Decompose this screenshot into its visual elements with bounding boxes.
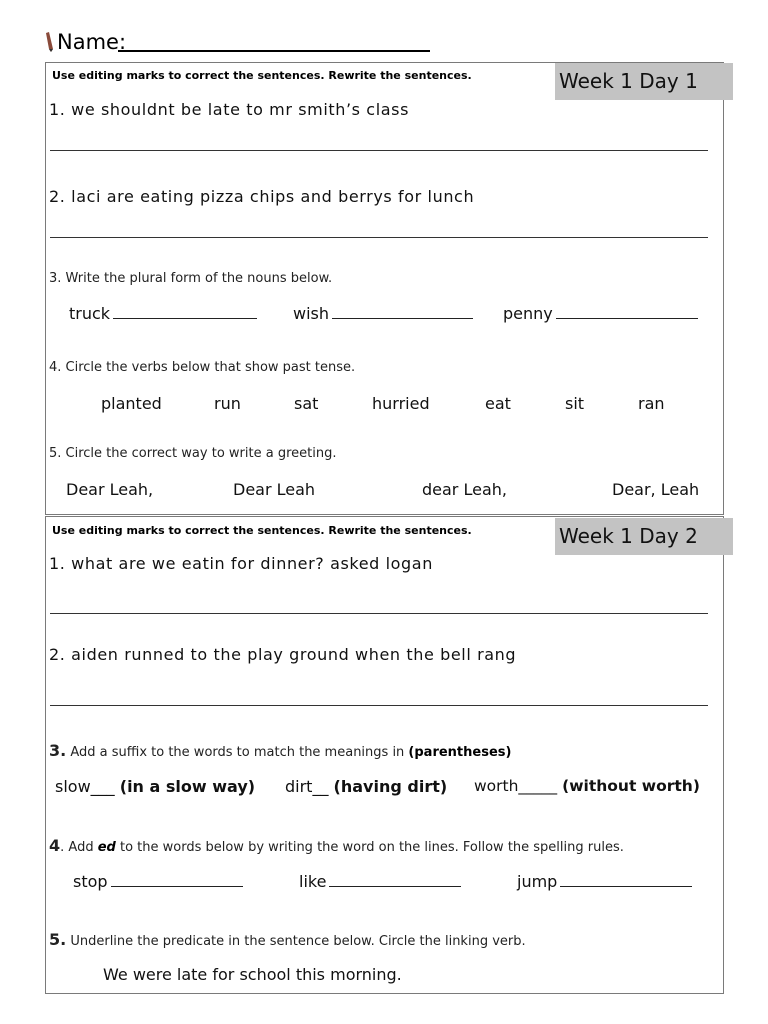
verb-option[interactable]: planted [101,394,162,413]
suffix-item-worth [474,777,700,795]
plural-word: wish [293,304,330,323]
predicate-sentence[interactable]: We were late for school this morning. [103,965,402,984]
greeting-option[interactable]: Dear Leah, [66,480,154,499]
day1-badge: Week 1 Day 1 [555,63,733,100]
ed-item-stop [73,872,243,891]
ed-word: like [299,872,327,891]
verb-option[interactable]: hurried [372,394,430,413]
ed-blank[interactable] [560,872,692,887]
q5-text: Underline the predicate in the sentence below. Circle the linking verb. [66,934,526,949]
q4-ed: ed [97,840,116,855]
q3-text: Add a suffix to the words to match the meanings in [66,745,409,760]
q3-bold: (parentheses) [408,745,512,760]
day1-question-1: 1. we shouldnt be late to mr smith’s class [49,100,410,119]
day2-question-2: 2. aiden runned to the play ground when the bell rang [49,645,517,664]
verb-option[interactable]: ran [638,394,665,413]
ed-blank[interactable] [329,872,461,887]
ed-word: stop [73,872,108,891]
day2-badge: Week 1 Day 2 [555,518,733,555]
day1-question-2: 2. laci are eating pizza chips and berrys for lunch [49,187,475,206]
ed-blank[interactable] [111,872,243,887]
day1-question-3: 3. Write the plural form of the nouns below. [49,271,333,286]
greeting-option[interactable]: Dear Leah [233,480,316,499]
suffix-meaning: (in a slow way) [119,777,256,796]
plural-blank[interactable] [113,304,257,319]
plural-word: penny [503,304,553,323]
name-line[interactable] [118,50,430,52]
suffix-item-dirt [285,777,447,796]
verb-option[interactable]: sit [565,394,585,413]
greeting-option[interactable]: dear Leah, [422,480,507,499]
day1-answer-line-1[interactable] [50,150,708,151]
ed-word: jump [517,872,558,891]
q4-pre: . Add [60,840,98,855]
suffix-meaning: (having dirt) [333,777,448,796]
ed-item-like [299,872,461,891]
plural-blank[interactable] [332,304,473,319]
name-label: Name: [57,30,127,54]
day2-answer-line-2[interactable] [50,705,708,706]
day1-question-5: 5. Circle the correct way to write a greeting. [49,446,337,461]
day2-answer-line-1[interactable] [50,613,708,614]
plural-word: truck [69,304,111,323]
suffix-word[interactable]: slow___ [55,777,115,796]
day1-question-4: 4. Circle the verbs below that show past tense. [49,360,356,375]
day2-question-1: 1. what are we eatin for dinner? asked logan [49,554,433,573]
plural-blank[interactable] [556,304,698,319]
pencil-icon [44,32,54,52]
plural-item-penny [503,304,698,323]
day2-question-4 [49,836,624,855]
day2-question-5 [49,930,526,949]
q5-number: 5. [49,930,67,949]
day2-question-3 [49,741,511,760]
suffix-meaning: (without worth) [562,777,700,795]
suffix-word[interactable]: dirt__ [285,777,329,796]
plural-item-truck [69,304,257,323]
verb-option[interactable]: sat [294,394,319,413]
suffix-item-slow [55,777,255,796]
q3-number: 3. [49,741,67,760]
q4-number: 4 [49,836,61,855]
day1-answer-line-2[interactable] [50,237,708,238]
verb-option[interactable]: run [214,394,241,413]
plural-item-wish [293,304,473,323]
day1-instructions: Use editing marks to correct the sentences. Rewrite the sentences. [52,69,472,82]
greeting-option[interactable]: Dear, Leah [612,480,700,499]
day2-instructions: Use editing marks to correct the sentences. Rewrite the sentences. [52,524,472,537]
suffix-word[interactable]: worth_____ [474,777,558,795]
ed-item-jump [517,872,692,891]
q4-post: to the words below by writing the word on the lines. Follow the spelling rules. [115,840,624,855]
verb-option[interactable]: eat [485,394,511,413]
